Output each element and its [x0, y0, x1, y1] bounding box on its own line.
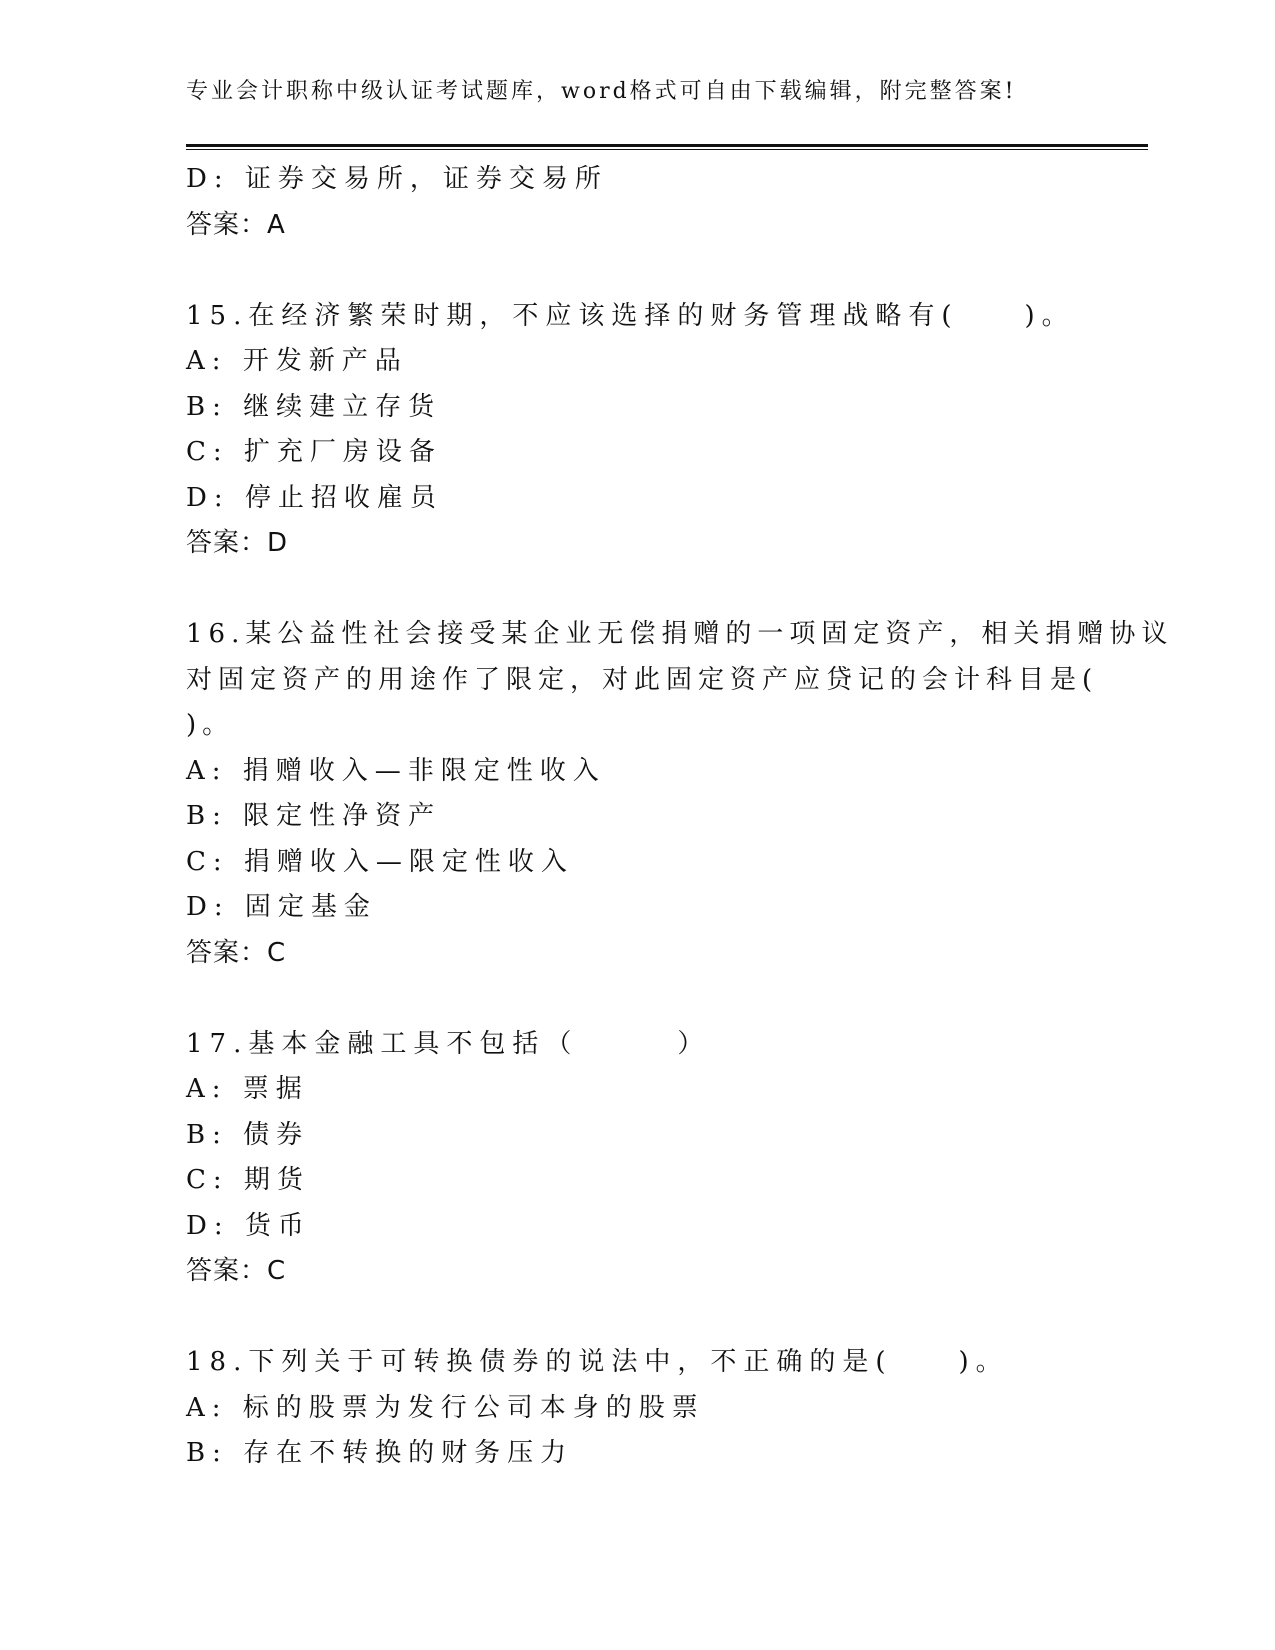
question-16 — [186, 612, 1174, 976]
question-stem-line: 16.某公益性社会接受某企业无偿捐赠的一项固定资产，相关捐赠协议 — [186, 619, 1174, 649]
option-d: D: 货币 — [186, 1210, 311, 1241]
answer: 答案：A — [186, 209, 286, 240]
option-c: C: 扩充厂房设备 — [186, 437, 442, 467]
option-c: C: 捐赠收入—限定性收入 — [186, 846, 574, 877]
option-a: A: 捐赠收入—非限定性收入 — [186, 755, 606, 786]
option-b: B: 存在不转换的财务压力 — [186, 1438, 574, 1468]
question-18 — [186, 1340, 1086, 1477]
question-stem-line: 对固定资产的用途作了限定，对此固定资产应贷记的会计科目是( — [186, 664, 1099, 695]
option-d: D: 固定基金 — [186, 892, 377, 922]
option-b: B: 继续建立存货 — [186, 391, 442, 422]
option-d: D: 停止招收雇员 — [186, 482, 443, 513]
question-stem: 18.下列关于可转换债券的说法中，不正确的是( )。 — [186, 1347, 1009, 1377]
option-a: A: 开发新产品 — [186, 346, 408, 376]
option-c: C: 期货 — [186, 1165, 310, 1195]
question-stem: 15.在经济繁荣时期，不应该选择的财务管理战略有( )。 — [186, 300, 1075, 331]
answer: 答案：D — [186, 528, 289, 558]
question-stem — [186, 612, 1174, 749]
option-a: A: 标的股票为发行公司本身的股票 — [186, 1392, 705, 1423]
option-a: A: 票据 — [186, 1074, 309, 1104]
question-17 — [186, 1022, 1086, 1295]
header-divider — [186, 144, 1148, 150]
option-b: B: 限定性净资产 — [186, 801, 442, 831]
document-body — [186, 157, 1174, 1477]
answer: 答案：C — [186, 1256, 287, 1286]
question-stem-line: )。 — [186, 710, 235, 740]
option-d: D: 证券交易所，证券交易所 — [186, 164, 608, 194]
page-header: 专业会计职称中级认证考试题库，word格式可自由下载编辑，附完整答案! — [186, 79, 1017, 104]
option-b: B: 债券 — [186, 1119, 310, 1150]
answer: 答案：C — [186, 937, 287, 968]
question-stem: 17.基本金融工具不包括（ ） — [186, 1028, 711, 1059]
question-15 — [186, 294, 1086, 567]
